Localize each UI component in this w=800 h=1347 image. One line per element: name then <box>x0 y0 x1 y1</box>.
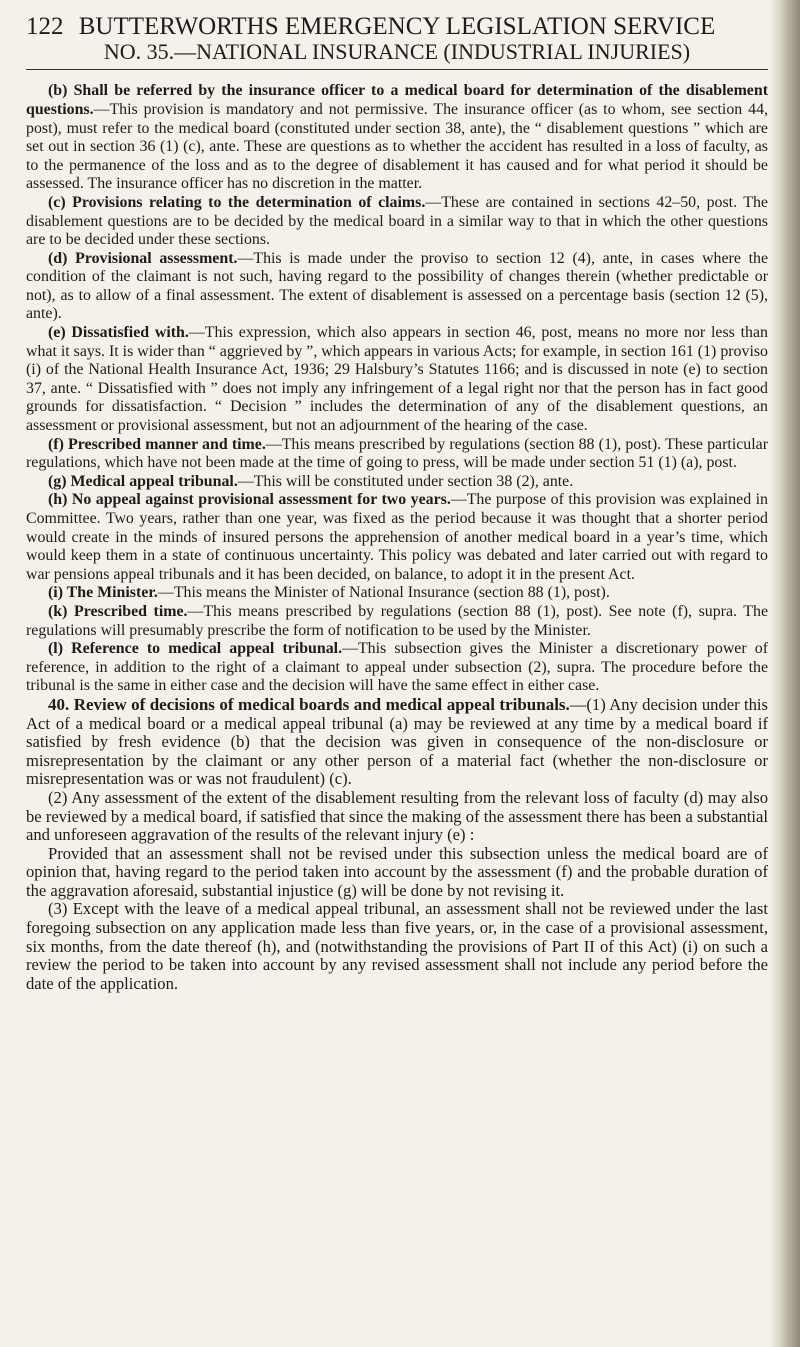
section-40 <box>26 696 768 789</box>
section-text: Provided that an assessment shall not be revised under this subsection unless the medical board are of opinion that, having regard to the period taken into account by the assessment (f) and the probable duration of the aggravation aforesaid, substantial injustice (g) will be done by not revising it. <box>26 843 768 900</box>
page <box>26 14 768 993</box>
note-h <box>26 491 768 584</box>
note-heading: (d) Provisional assessment. <box>48 249 238 267</box>
note-heading: (e) Dissatisfied with. <box>48 324 189 342</box>
header-subtitle: NO. 35.—NATIONAL INSURANCE (INDUSTRIAL INJURIES) <box>103 39 691 65</box>
note-text: —This expression, which also appears in section 46, post, means no more nor less than what it says. It is wider than “ aggrieved by ”, which appears in various Acts; for example, in section 161 (1) proviso (i) of the National Health Insurance Act, 1936; 29 Halsbury’s Statutes 1166; and is discussed in note (e) to section 37, ante. “ Dissatisfied with ” does not imply any infringement of a legal right nor that the person has in fact good grounds for dissatisfaction. “ Decision ” includes the determination of any of the disablement questions, an assessment or provisional assessment, but not an adjournment of the hearing of the case. <box>26 324 768 435</box>
book-title: BUTTERWORTHS EMERGENCY LEGISLATION SERVICE <box>78 13 716 40</box>
header-row <box>26 14 768 40</box>
running-header <box>26 14 768 63</box>
note-heading: (h) No appeal against provisional assessment for two years. <box>48 491 451 509</box>
subsection-3 <box>26 900 768 993</box>
note-b <box>26 82 768 194</box>
note-heading: (b) Shall be referred by the insurance officer to a medical board for determination of the disablement questions. <box>26 82 768 118</box>
note-text: —These are contained in sections 42–50, post. The disablement questions are to be decided by the medical board in a similar way to that in which the other questions are to be decided under these sections. <box>26 193 768 249</box>
note-f <box>26 436 768 473</box>
section-text: —(1) Any decision under this Act of a medical board or a medical appeal tribunal (a) may be reviewed at any time by a medical board if satisfied by fresh evidence (b) that the decision was given in consequence of the non-disclosure or misrepresentation by the claimant or any other person of a material fact (whether the non-disclosure or misrepresentation was or was not fraudulent) (c). <box>26 694 768 789</box>
note-c <box>26 194 768 250</box>
note-i <box>26 584 768 603</box>
subsection-2 <box>26 789 768 845</box>
note-heading: (c) Provisions relating to the determination of claims. <box>48 193 426 211</box>
note-heading: (l) Reference to medical appeal tribunal. <box>48 640 343 658</box>
header-rule <box>26 69 768 70</box>
section-heading: 40. Review of decisions of medical boards and medical appeal tribunals. <box>48 694 570 714</box>
section-text: (3) Except with the leave of a medical appeal tribunal, an assessment shall not be reviewed under the last foregoing subsection on any application made less than five years, or, in the case of a provisional assessment, six months, from the date thereof (h), and (notwithstanding the provisions of Part II of this Act) (i) on such a review the period to be taken into account by any revised assessment shall not include any period before the date of the application. <box>26 899 768 993</box>
page-number: 122 <box>26 13 64 40</box>
note-text: —This will be constituted under section 38 (2), ante. <box>237 472 574 490</box>
note-text: —The purpose of this provision was explained in Committee. Two years, rather than one year, was fixed as the period because it was thought that a shorter period would create in the minds of insured persons the apprehension of another medical board in a year’s time, which would keep them in a state of continuous uncertainty. This policy was debated and later carried out with regard to war pensions appeal tribunals and it has been decided, on balance, to adopt it in the present Act. <box>26 491 768 583</box>
note-g <box>26 473 768 492</box>
note-text: —This subsection gives the Minister a discretionary power of reference, in addition to the right of a claimant to appeal under subsection (2), supra. The procedure before the tribunal is the same in either case and the decision will have the same effect in either case. <box>26 640 768 695</box>
note-e <box>26 324 768 436</box>
proviso <box>26 845 768 901</box>
note-heading: (g) Medical appeal tribunal. <box>48 472 238 490</box>
note-l <box>26 640 768 696</box>
note-text: —This means prescribed by regulations (section 88 (1), post). These particular regulations, which have not been made at the time of going to press, will be made under section 51 (1) (a), post. <box>26 435 768 472</box>
note-heading: (i) The Minister. <box>48 584 158 602</box>
note-heading: (f) Prescribed manner and time. <box>48 435 266 453</box>
text-body <box>26 82 768 993</box>
note-d <box>26 250 768 324</box>
note-text: —This is made under the proviso to section 12 (4), ante, in cases where the condition of the claimant is not such, having regard to the possibility of changes therein (whether predictable or not), as to allow of a final assessment. The extent of disablement is assessed on a percentage basis (section 12 (5), ante). <box>26 249 768 323</box>
note-text: —This means the Minister of National Insurance (section 88 (1), post). <box>157 584 610 602</box>
note-text: —This provision is mandatory and not permissive. The insurance officer (as to whom, see section 44, post), must refer to the medical board (constituted under section 38, ante), the “ disablement questions ” which are set out in section 36 (1) (c), ante. These are questions as to whether the accident has resulted in a loss of faculty, as to the permanence of the loss and as to the degree of disablement it has caused and for what period it should be assessed. The insurance officer has no discretion in the matter. <box>26 100 768 193</box>
page-edge-shadow <box>770 0 800 1347</box>
section-text: (2) Any assessment of the extent of the disablement resulting from the relevant loss of faculty (d) may also be reviewed by a medical board, if satisfied that since the making of the assessment there has been a substantial and unforeseen aggravation of the results of the relevant injury (e) : <box>26 787 768 845</box>
note-heading: (k) Prescribed time. <box>48 602 188 620</box>
note-k <box>26 603 768 640</box>
note-text: —This means prescribed by regulations (section 88 (1), post). See note (f), supra. The regulations will presumably prescribe the form of notification to be used by the Minister. <box>26 602 768 639</box>
